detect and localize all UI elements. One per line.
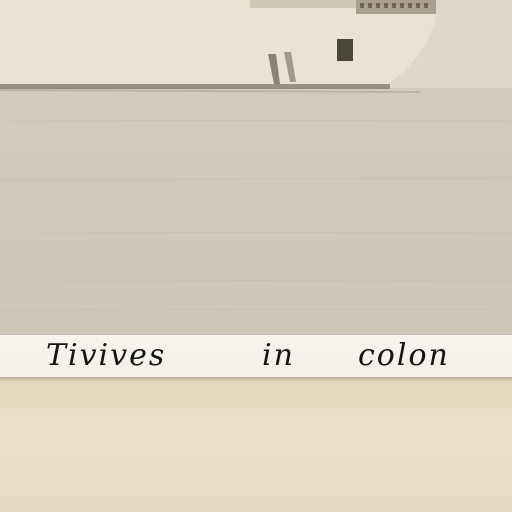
- caption-strip: [0, 334, 512, 378]
- caption-word-in: in: [262, 338, 295, 373]
- caption-word-tivives: Tivives: [46, 338, 167, 373]
- ship-portholes: [360, 3, 428, 8]
- water-band: [0, 150, 512, 240]
- caption-word-colon: colon: [358, 338, 450, 373]
- waterline: [0, 84, 390, 89]
- hull-door: [337, 39, 353, 61]
- water-foreground: [0, 240, 512, 336]
- album-page: [0, 376, 512, 512]
